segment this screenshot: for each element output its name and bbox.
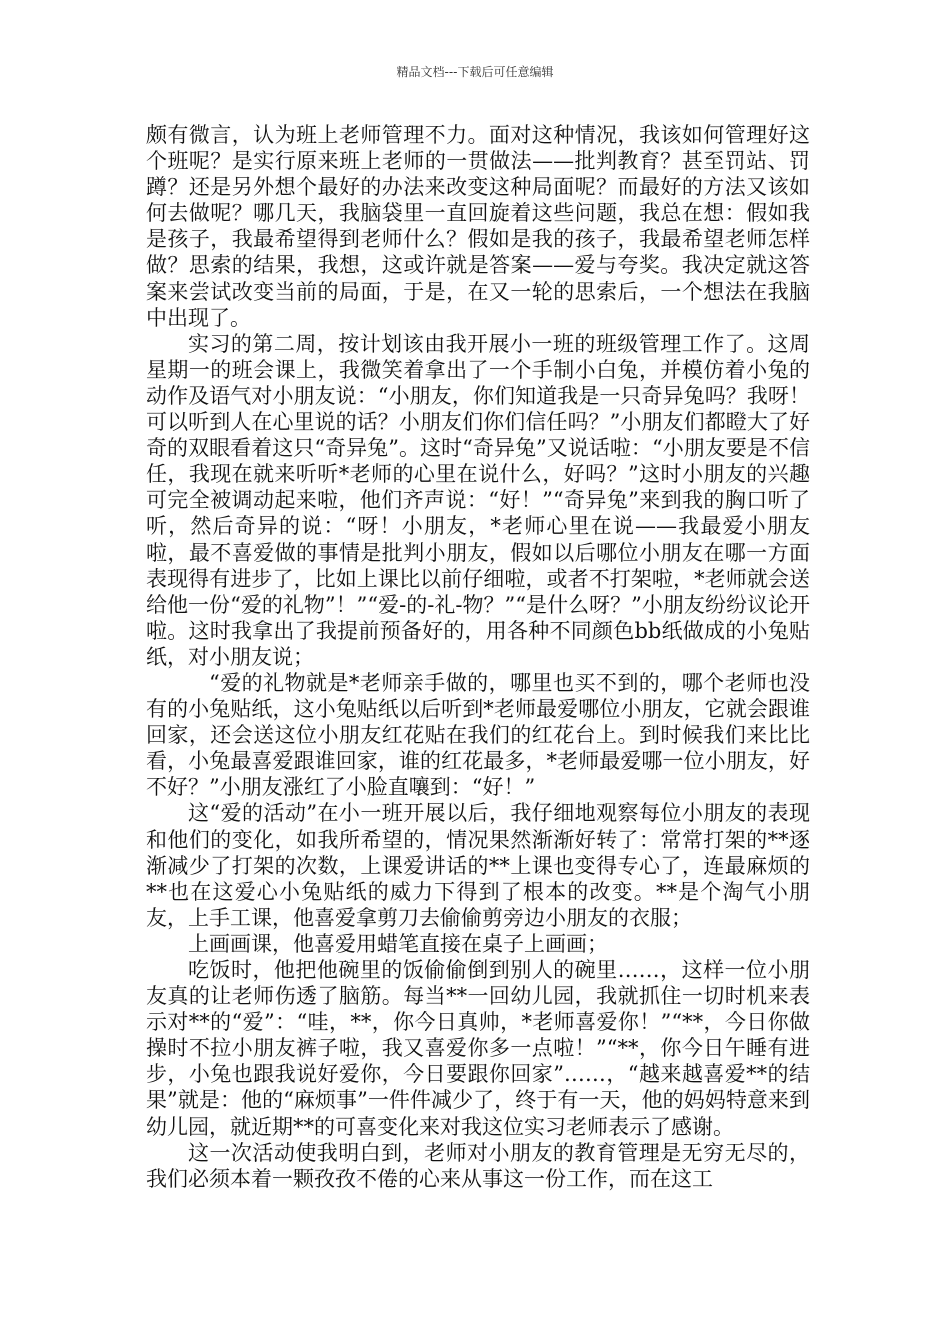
paragraph-7: 这一次活动使我明白到，老师对小朋友的教育管理是无穷无尽的，我们必须本着一颗孜孜不倦的心来从事这一份工作，而在这工 bbox=[146, 1140, 810, 1191]
paragraph-1: 颇有微言，认为班上老师管理不力。面对这种情况，我该如何管理好这个班呢？是实行原来班上老师的一贯做法——批判教育？甚至罚站、罚蹲？还是另外想个最好的办法来改变这种局面呢？而最好的方法又该如何去做呢？哪几天，我脑袋里一直回旋着这些问题，我总在想：假如我是孩子，我最希望得到老师什么？假如是我的孩子，我最希望老师怎样做？思索的结果，我想，这或许就是答案——爱与夸奖。我决定就这答案来尝试改变当前的局面，于是，在又一轮的思索后，一个想法在我脑中出现了。 bbox=[146, 123, 810, 330]
page-header: 精品文档---下载后可任意编辑 bbox=[396, 65, 554, 79]
paragraph-5: 上画画课，他喜爱用蜡笔直接在桌子上画画； bbox=[188, 931, 608, 956]
document-body bbox=[146, 122, 810, 1192]
paragraph-4: 这“爱的活动”在小一班开展以后，我仔细地观察每位小朋友的表现和他们的变化，如我所希望的，情况果然渐渐好转了：常常打架的**逐渐减少了打架的次数，上课爱讲话的**上课也变得专心了，连最麻烦的**也在这爱心小兔贴纸的威力下得到了根本的改变。**是个淘气小朋友，上手工课，他喜爱拿剪刀去偷偷剪旁边小朋友的衣服； bbox=[146, 801, 810, 930]
paragraph-3: “爱的礼物就是*老师亲手做的，哪里也买不到的，哪个老师也没有的小兔贴纸，这小兔贴纸以后听到*老师最爱哪位小朋友，它就会跟谁回家，还会送这位小朋友红花贴在我们的红花台上。到时候我们来比比看，小兔最喜爱跟谁回家，谁的红花最多，*老师最爱哪一位小朋友，好不好？”小朋友涨红了小脸直嚷到：“好！” bbox=[146, 670, 810, 800]
paragraph-6: 吃饭时，他把他碗里的饭偷偷倒到别人的碗里……，这样一位小朋友真的让老师伤透了脑筋。每当**一回幼儿园，我就抓住一切时机来表示对**的“爱”：“哇，**，你今日真帅，*老师喜爱你！”“**，今日你做操时不拉小朋友裤子啦，我又喜爱你多一点啦！”“**，你今日午睡有进步，小兔也跟我说好爱你，今日要跟你回家”……，“越来越喜爱**的结果”就是：他的“麻烦事”一件件减少了，终于有一天，他的妈妈特意来到幼儿园，就近期**的可喜变化来对我这位实习老师表示了感谢。 bbox=[146, 958, 810, 1139]
paragraph-2: 实习的第二周，按计划该由我开展小一班的班级管理工作了。这周星期一的班会课上，我微笑着拿出了一个手制小白兔，并模仿着小兔的动作及语气对小朋友说：“小朋友，你们知道我是一只奇异兔吗？我呀！可以听到人在心里说的话？小朋友们你们信任吗？”小朋友们都瞪大了好奇的双眼看着这只“奇异兔”。这时“奇异兔”又说话啦：“小朋友要是不信任，我现在就来听听*老师的心里在说什么，好吗？”这时小朋友的兴趣可完全被调动起来啦，他们齐声说：“好！”“奇异兔”来到我的胸口听了听，然后奇异的说：“呀！小朋友，*老师心里在说——我最爱小朋友啦，最不喜爱做的事情是批判小朋友，假如以后哪位小朋友在哪一方面表现得有进步了，比如上课比以前仔细啦，或者不打架啦，*老师就会送给他一份“爱的礼物”！”“爱-的-礼-物？”“是什么呀？”小朋友纷纷议论开啦。这时我拿出了我提前预备好的，用各种不同颜色bb纸做成的小兔贴纸，对小朋友说； bbox=[146, 331, 810, 669]
